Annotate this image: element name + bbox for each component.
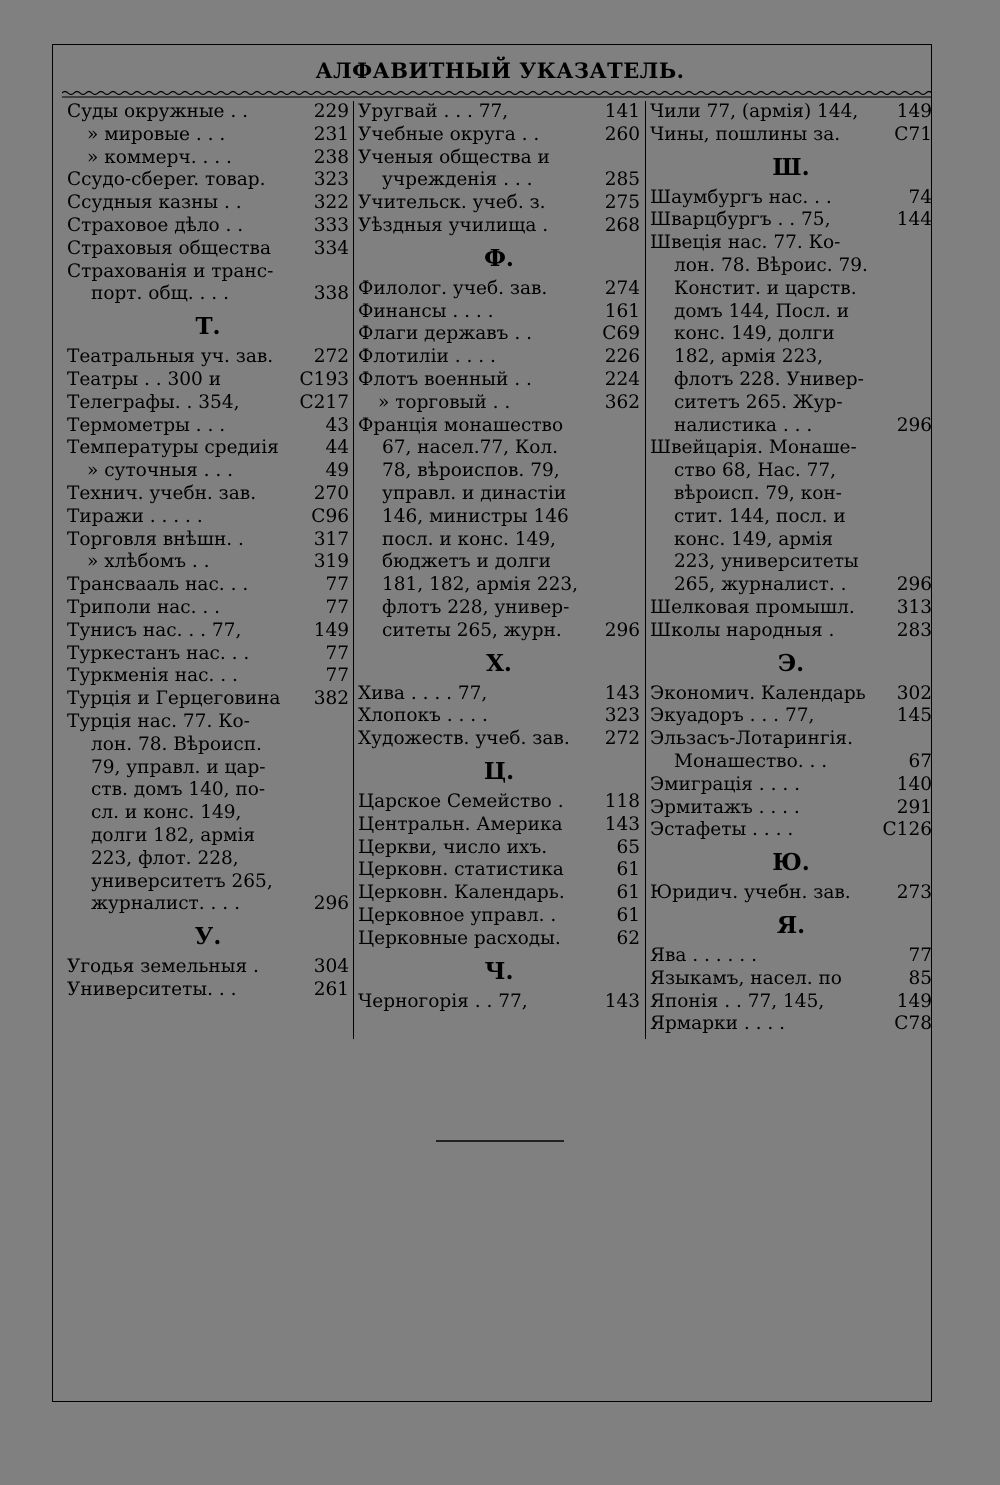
index-entry <box>650 187 932 210</box>
index-entry <box>650 124 932 147</box>
entry-text: Триполи нас. . . <box>67 596 221 618</box>
index-entry <box>650 774 932 797</box>
entry-text: Констит. и царств. <box>674 277 857 299</box>
index-entry <box>650 101 932 124</box>
section-letter: Я. <box>776 911 806 939</box>
entry-text: порт. общ. . . . <box>91 283 229 305</box>
entry-page: 44 <box>325 437 349 459</box>
entry-page: 313 <box>896 596 932 618</box>
index-column-1 <box>67 101 349 1002</box>
index-entry <box>358 728 640 751</box>
entry-page: 161 <box>604 300 640 322</box>
entry-page: 145 <box>896 705 932 727</box>
entry-text: Эльзасъ-Лотарингія. <box>650 728 853 750</box>
index-entry <box>67 597 349 620</box>
entry-text: Шаумбургъ нас. . . <box>650 186 832 208</box>
entry-text: Церковн. Календарь. <box>358 882 565 904</box>
entry-text: 223, университеты <box>674 551 859 573</box>
entry-text: Хива . . . . 77, <box>358 682 488 704</box>
entry-text: посл. и конс. 149, <box>382 528 556 550</box>
index-entry <box>67 437 349 460</box>
entry-text: Флотиліи . . . . <box>358 346 496 368</box>
page-title: АЛФАВИТНЫЙ УКАЗАТЕЛЬ. <box>315 58 685 83</box>
index-entry <box>358 683 640 706</box>
entry-text: Юридич. учебн. зав. <box>650 882 851 904</box>
index-entry-continuation <box>650 751 932 774</box>
index-entry <box>358 705 640 728</box>
index-entry-continuation <box>67 779 349 802</box>
entry-page: С193 <box>299 368 349 390</box>
entry-page: 304 <box>313 956 349 978</box>
entry-page: 144 <box>896 209 932 231</box>
entry-text: долги 182, армія <box>91 824 256 846</box>
entry-text: 146, министры 146 <box>382 505 569 527</box>
entry-page: 149 <box>896 990 932 1012</box>
column-divider-2 <box>645 101 646 1039</box>
index-entry <box>67 460 349 483</box>
index-entry <box>67 261 349 284</box>
entry-text: флотъ 228. Универ- <box>674 368 864 390</box>
index-entry <box>358 192 640 215</box>
entry-text: Экономич. Календарь <box>650 682 866 704</box>
index-entry-continuation <box>67 871 349 894</box>
entry-text: домъ 144, Посл. и <box>674 300 850 322</box>
entry-page: 67 <box>908 750 932 772</box>
entry-text: Театральныя уч. зав. <box>67 346 274 368</box>
index-entry <box>67 551 349 574</box>
index-entry <box>650 705 932 728</box>
index-entry <box>67 506 349 529</box>
entry-text: Ученыя общества и <box>358 146 550 168</box>
entry-page: 322 <box>313 192 349 214</box>
entry-page: 317 <box>313 528 349 550</box>
entry-text: вѣроисп. 79, кон- <box>674 482 842 504</box>
index-entry <box>650 597 932 620</box>
entry-text: Уругвай . . . 77, <box>358 101 509 122</box>
entry-page: 270 <box>313 482 349 504</box>
entry-text: Церковные расходы. <box>358 927 561 949</box>
section-letter: Ю. <box>772 849 810 877</box>
index-entry <box>650 437 932 460</box>
index-entry-continuation <box>650 574 932 597</box>
entry-text: Уѣздныя училища . <box>358 214 549 236</box>
index-entry-continuation <box>358 529 640 552</box>
entry-page: 143 <box>604 990 640 1012</box>
entry-text: ств. домъ 140, по- <box>91 779 266 801</box>
index-entry-continuation <box>67 734 349 757</box>
entry-text: Швеція нас. 77. Ко- <box>650 232 841 254</box>
index-entry <box>650 1013 932 1036</box>
index-entry <box>358 991 640 1014</box>
index-entry <box>358 101 640 124</box>
index-entry <box>358 147 640 170</box>
index-entry <box>358 905 640 928</box>
entry-text: Флаги державъ . . <box>358 323 532 345</box>
index-entry-continuation <box>358 574 640 597</box>
entry-page: 143 <box>604 682 640 704</box>
index-entry-continuation <box>650 529 932 552</box>
entry-text: Суды окружные . . <box>67 101 249 122</box>
entry-text: Художеств. учеб. зав. <box>358 728 570 750</box>
index-entry <box>67 169 349 192</box>
entry-page: 43 <box>325 414 349 436</box>
entry-page: С69 <box>602 323 640 345</box>
entry-page: 296 <box>896 574 932 596</box>
index-entry <box>358 859 640 882</box>
entry-text: Чили 77, (армія) 144, <box>650 101 859 122</box>
entry-text: бюджетъ и долги <box>382 551 552 573</box>
entry-text: сл. и конс. 149, <box>91 802 242 824</box>
entry-text: Центральн. Америка <box>358 813 563 835</box>
entry-text: Температуры средиія <box>67 437 279 459</box>
entry-text: ситетъ 265. Жур- <box>674 391 843 413</box>
entry-text: Финансы . . . . <box>358 300 494 322</box>
entry-text: Угодья земельныя . <box>67 956 259 978</box>
entry-text: Церковн. статистика <box>358 859 564 881</box>
index-entry <box>650 882 932 905</box>
entry-page: 296 <box>604 619 640 641</box>
index-entry-continuation <box>650 346 932 369</box>
entry-page: 49 <box>325 460 349 482</box>
index-entry-continuation <box>650 415 932 438</box>
entry-page: 149 <box>896 101 932 122</box>
index-entry <box>650 683 932 706</box>
index-entry <box>67 643 349 666</box>
entry-text: налистика . . . <box>674 414 813 436</box>
section-letter: Т. <box>195 313 221 341</box>
entry-page: 224 <box>604 368 640 390</box>
entry-text: Хлопокъ . . . . <box>358 705 488 727</box>
entry-text: Тиражи . . . . . <box>67 505 203 527</box>
entry-page: 231 <box>313 123 349 145</box>
index-entry <box>650 945 932 968</box>
index-entry-continuation <box>650 301 932 324</box>
index-entry <box>650 620 932 643</box>
entry-page: 272 <box>604 728 640 750</box>
entry-text: Языкамъ, насел. по <box>650 967 842 989</box>
index-entry <box>67 665 349 688</box>
index-entry-continuation <box>650 369 932 392</box>
index-entry <box>358 369 640 392</box>
index-entry <box>67 215 349 238</box>
wavy-rule <box>62 90 932 98</box>
entry-text: Театры . . 300 и <box>67 368 222 390</box>
index-entry <box>358 814 640 837</box>
index-entry <box>358 323 640 346</box>
entry-page: С96 <box>311 505 349 527</box>
entry-text: Экуадоръ . . . 77, <box>650 705 815 727</box>
entry-text: Термометры . . . <box>67 414 226 436</box>
closing-rule <box>436 1140 564 1142</box>
index-entry <box>358 278 640 301</box>
index-entry <box>358 392 640 415</box>
entry-text: Ява . . . . . . <box>650 944 757 966</box>
entry-text: Технич. учебн. зав. <box>67 482 257 504</box>
entry-page: 61 <box>616 904 640 926</box>
entry-page: 85 <box>908 967 932 989</box>
entry-page: 61 <box>616 859 640 881</box>
entry-text: Учительск. учеб. з. <box>358 192 546 214</box>
entry-page: 296 <box>896 414 932 436</box>
index-entry-continuation <box>650 392 932 415</box>
index-entry <box>67 529 349 552</box>
entry-page: 77 <box>325 642 349 664</box>
entry-text: 78, вѣроиспов. 79, <box>382 460 560 482</box>
entry-page: 238 <box>313 146 349 168</box>
entry-text: Страховое дѣло . . <box>67 214 244 236</box>
entry-text: Турція нас. 77. Ко- <box>67 710 250 732</box>
index-entry <box>67 979 349 1002</box>
index-entry <box>358 837 640 860</box>
index-entry <box>650 819 932 842</box>
entry-page: 302 <box>896 682 932 704</box>
entry-page: С78 <box>894 1013 932 1035</box>
index-entry <box>650 209 932 232</box>
entry-text: Торговля внѣшн. . <box>67 528 244 550</box>
entry-text: стит. 144, посл. и <box>674 505 846 527</box>
entry-page: 261 <box>313 978 349 1000</box>
entry-text: 182, армія 223, <box>674 346 823 368</box>
index-entry-continuation <box>67 893 349 916</box>
index-entry-continuation <box>650 506 932 529</box>
entry-page: 333 <box>313 214 349 236</box>
entry-page: 77 <box>908 944 932 966</box>
entry-page: 283 <box>896 619 932 641</box>
entry-page: 362 <box>604 391 640 413</box>
index-entry-continuation <box>650 255 932 278</box>
section-letter: Х. <box>486 649 512 677</box>
entry-page: 65 <box>616 836 640 858</box>
entry-text: Эстафеты . . . . <box>650 819 794 841</box>
entry-page: 274 <box>604 277 640 299</box>
entry-page: 296 <box>313 893 349 915</box>
index-entry <box>650 232 932 255</box>
index-entry <box>358 346 640 369</box>
index-entry <box>67 101 349 124</box>
entry-text: » суточныя . . . <box>87 460 234 482</box>
index-entry <box>67 147 349 170</box>
index-entry <box>67 124 349 147</box>
index-entry <box>358 301 640 324</box>
entry-text: Эрмитажъ . . . . <box>650 796 800 818</box>
index-entry-continuation <box>650 323 932 346</box>
entry-text: университетъ 265, <box>91 870 273 892</box>
index-entry-continuation <box>358 620 640 643</box>
entry-page: 323 <box>313 169 349 191</box>
entry-text: Шварцбургъ . . 75, <box>650 209 831 231</box>
entry-text: Церковное управл. . <box>358 904 557 926</box>
entry-page: 61 <box>616 882 640 904</box>
entry-text: 181, 182, армія 223, <box>382 574 579 596</box>
index-entry-continuation <box>358 460 640 483</box>
entry-text: Швейцарія. Монаше- <box>650 437 857 459</box>
index-entry-continuation <box>358 169 640 192</box>
entry-text: Черногорія . . 77, <box>358 990 528 1012</box>
index-entry <box>650 991 932 1014</box>
index-entry-continuation <box>650 483 932 506</box>
index-entry <box>67 620 349 643</box>
entry-page: 77 <box>325 665 349 687</box>
entry-page: 260 <box>604 123 640 145</box>
entry-text: Церкви, число ихъ. <box>358 836 548 858</box>
index-entry <box>650 797 932 820</box>
entry-text: Эмиграція . . . . <box>650 773 800 795</box>
entry-text: Филолог. учеб. зав. <box>358 277 548 299</box>
entry-page: 141 <box>604 101 640 122</box>
entry-text: Турція и Герцеговина <box>67 688 281 710</box>
entry-text: лон. 78. Вѣроисп. <box>91 733 262 755</box>
entry-page: 118 <box>604 790 640 812</box>
index-entry-continuation <box>67 848 349 871</box>
entry-text: Телеграфы. . 354, <box>67 391 240 413</box>
entry-text: Франція монашество <box>358 414 564 436</box>
entry-text: Ссудо-сбереr. товар. <box>67 169 266 191</box>
index-entry-continuation <box>650 278 932 301</box>
entry-text: Школы народныя . <box>650 619 835 641</box>
index-entry <box>67 688 349 711</box>
entry-text: » коммерч. . . . <box>87 146 232 168</box>
entry-page: 272 <box>313 346 349 368</box>
index-entry <box>358 415 640 438</box>
entry-text: Флотъ военный . . <box>358 368 532 390</box>
entry-text: Страховыя общества <box>67 237 271 259</box>
entry-text: » хлѣбомъ . . <box>87 551 210 573</box>
index-entry <box>67 369 349 392</box>
entry-page: 77 <box>325 596 349 618</box>
index-entry <box>358 124 640 147</box>
entry-page: 229 <box>313 101 349 122</box>
entry-text: Учебные округа . . <box>358 123 540 145</box>
index-entry-continuation <box>358 551 640 574</box>
entry-text: Ярмарки . . . . <box>650 1013 785 1035</box>
index-column-2 <box>358 101 640 1013</box>
entry-text: Тунисъ нас. . . 77, <box>67 619 242 641</box>
entry-page: 140 <box>896 773 932 795</box>
entry-text: » мировые . . . <box>87 123 226 145</box>
section-letter: Ф. <box>484 244 514 272</box>
index-entry <box>67 238 349 261</box>
entry-text: » торговый . . <box>378 391 511 413</box>
index-entry-continuation <box>67 802 349 825</box>
index-entry <box>67 574 349 597</box>
entry-page: С126 <box>882 819 932 841</box>
entry-text: Трансвааль нас. . . <box>67 574 249 596</box>
entry-page: 285 <box>604 169 640 191</box>
index-entry-continuation <box>358 597 640 620</box>
entry-text: Японія . . 77, 145, <box>650 990 825 1012</box>
index-entry-continuation <box>67 757 349 780</box>
entry-page: 226 <box>604 346 640 368</box>
section-letter: У. <box>194 923 222 951</box>
index-entry <box>67 392 349 415</box>
entry-text: учрежденія . . . <box>382 169 533 191</box>
index-column-3 <box>650 101 932 1036</box>
entry-page: 77 <box>325 574 349 596</box>
index-entry <box>67 956 349 979</box>
entry-page: 74 <box>908 186 932 208</box>
index-entry-continuation <box>650 460 932 483</box>
section-letter: Ш. <box>772 153 810 181</box>
entry-text: управл. и династіи <box>382 482 567 504</box>
column-divider-1 <box>353 101 354 1039</box>
index-entry <box>67 483 349 506</box>
entry-page: 273 <box>896 882 932 904</box>
entry-text: Монашество. . . <box>674 750 828 772</box>
entry-text: ство 68, Нас. 77, <box>674 460 837 482</box>
entry-text: Туркменія нас. . . <box>67 665 238 687</box>
entry-text: флотъ 228, универ- <box>382 596 570 618</box>
entry-page: С217 <box>299 391 349 413</box>
section-letter: Э. <box>777 649 805 677</box>
index-entry-continuation <box>358 506 640 529</box>
entry-page: 382 <box>313 688 349 710</box>
index-entry <box>358 791 640 814</box>
entry-page: 268 <box>604 214 640 236</box>
entry-page: 323 <box>604 705 640 727</box>
index-entry-continuation <box>67 825 349 848</box>
entry-text: Шелковая промышл. <box>650 596 855 618</box>
entry-text: Университеты. . . <box>67 978 237 1000</box>
index-entry <box>650 968 932 991</box>
index-entry <box>358 215 640 238</box>
entry-text: Чины, пошлины за. <box>650 123 841 145</box>
entry-text: 79, управл. и цар- <box>91 756 266 778</box>
entry-text: конс. 149, армія <box>674 528 834 550</box>
entry-text: ситеты 265, журн. <box>382 619 562 641</box>
entry-text: Страхованія и транс- <box>67 260 274 282</box>
index-entry <box>67 346 349 369</box>
index-entry <box>358 882 640 905</box>
entry-text: лон. 78. Вѣроис. 79. <box>674 254 868 276</box>
index-entry <box>67 415 349 438</box>
section-letter: Ч. <box>484 957 514 985</box>
index-entry <box>67 711 349 734</box>
entry-page: 149 <box>313 619 349 641</box>
entry-text: 67, насел.77, Кол. <box>382 437 558 459</box>
index-entry-continuation <box>358 483 640 506</box>
entry-page: 143 <box>604 813 640 835</box>
entry-text: Туркестанъ нас. . . <box>67 642 250 664</box>
entry-text: 223, флот. 228, <box>91 847 239 869</box>
entry-page: 291 <box>896 796 932 818</box>
entry-text: конс. 149, долги <box>674 323 835 345</box>
index-entry <box>67 192 349 215</box>
entry-text: Ссудныя казны . . <box>67 192 242 214</box>
entry-page: С71 <box>894 123 932 145</box>
section-letter: Ц. <box>483 757 515 785</box>
entry-page: 338 <box>313 283 349 305</box>
index-entry <box>650 728 932 751</box>
entry-page: 275 <box>604 192 640 214</box>
entry-page: 62 <box>616 927 640 949</box>
index-entry-continuation <box>650 551 932 574</box>
entry-text: Царское Семейство . <box>358 790 564 812</box>
entry-text: журналист. . . . <box>91 893 240 915</box>
entry-page: 319 <box>313 551 349 573</box>
index-entry-continuation <box>358 437 640 460</box>
index-entry-continuation <box>67 283 349 306</box>
entry-page: 334 <box>313 237 349 259</box>
index-entry <box>358 928 640 951</box>
entry-text: 265, журналист. . <box>674 574 847 596</box>
